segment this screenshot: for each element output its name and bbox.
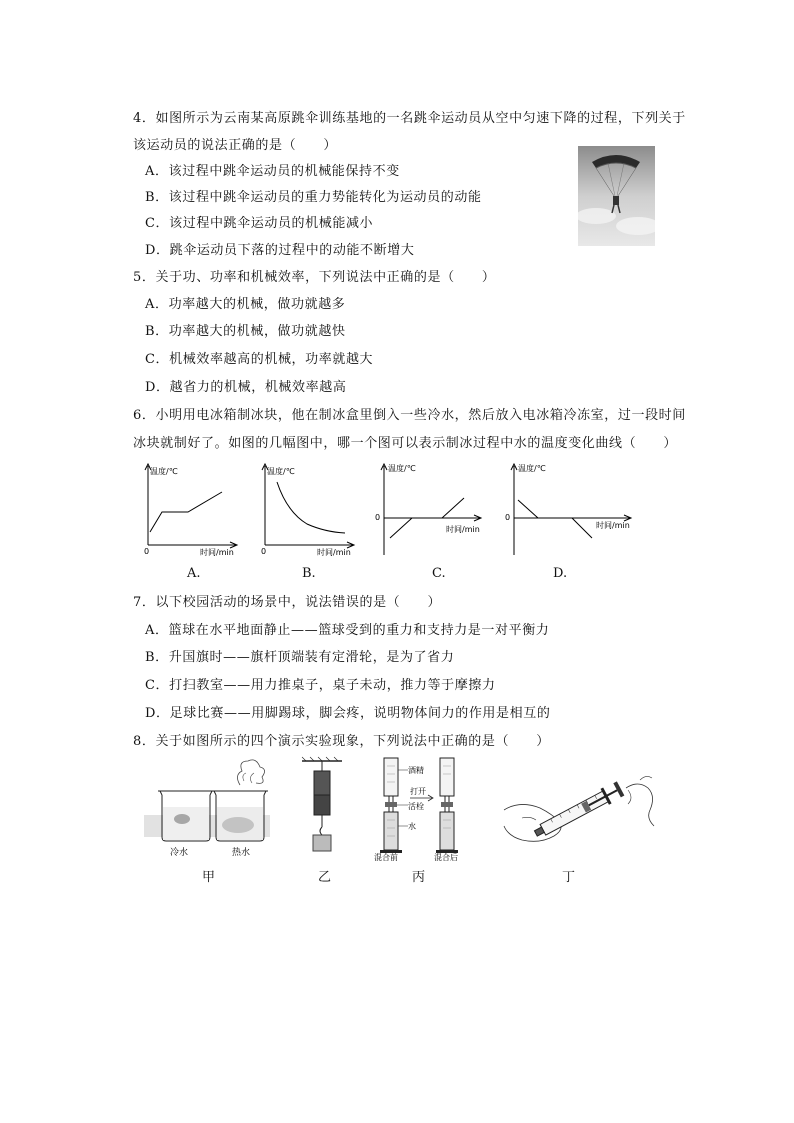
q4-stem-line2: 该运动员的说法正确的是（ ） [133, 138, 338, 153]
graph-a-label[interactable]: A. [187, 566, 201, 581]
q4-option-b[interactable]: B．该过程中跳伞运动员的重力势能转化为运动员的动能 [145, 190, 482, 205]
q7-option-a[interactable]: A．篮球在水平地面静止——篮球受到的重力和支持力是一对平衡力 [145, 623, 550, 638]
figure-ding-label[interactable]: 丁 [562, 870, 576, 885]
graph-d[interactable] [500, 460, 640, 558]
graph-b-label[interactable]: B. [302, 566, 316, 581]
graph-a-ylabel: 温度/℃ [150, 467, 178, 476]
q7-option-c[interactable]: C．打扫教室——用力推桌子，桌子未动，推力等于摩擦力 [145, 678, 496, 693]
q7-stem: 7．以下校园活动的场景中，说法错误的是（ ） [133, 595, 442, 610]
q8-stem: 8．关于如图所示的四个演示实验现象，下列说法中正确的是（ ） [133, 734, 550, 749]
figure-jia-label[interactable]: 甲 [202, 870, 216, 885]
q4-stem-line1: 4．如图所示为云南某高原跳伞训练基地的一名跳伞运动员从空中匀速下降的过程，下列关于 [133, 111, 686, 126]
graph-c-origin: 0 [375, 513, 381, 522]
open-label: 打开 [410, 787, 426, 796]
q5-option-c[interactable]: C．机械效率越高的机械，功率就越大 [145, 352, 374, 367]
graph-d-origin: 0 [505, 513, 511, 522]
graph-b-xlabel: 时间/min [317, 548, 351, 557]
parachutist-photo [578, 146, 655, 246]
graph-c-ylabel: 温度/℃ [388, 464, 416, 473]
q6-stem-line1: 6．小明用电冰箱制冰块，他在制冰盒里倒入一些冷水，然后放入电冰箱冷冻室，过一段时间 [133, 408, 686, 423]
q6-stem-line2: 冰块就制好了。如图的几幅图中，哪一个图可以表示制冰过程中水的温度变化曲线（ ） [133, 436, 678, 451]
graph-d-ylabel: 温度/℃ [518, 464, 546, 473]
graph-b-ylabel: 温度/℃ [267, 467, 295, 476]
figure-ding-syringe [500, 770, 660, 852]
q4-option-c[interactable]: C．该过程中跳伞运动员的机械能减小 [145, 216, 374, 231]
alcohol-label: 酒精 [408, 766, 424, 775]
q4-option-a[interactable]: A．该过程中跳伞运动员的机械能保持不变 [145, 164, 400, 179]
before-mixing-label: 混合前 [374, 853, 398, 862]
hot-water-label: 热水 [232, 848, 251, 858]
q5-option-b[interactable]: B．功率越大的机械，做功就越快 [145, 324, 346, 339]
q5-option-d[interactable]: D．越省力的机械，机械效率越高 [145, 380, 347, 395]
figure-bing-mixing-tubes [370, 752, 480, 862]
graph-b[interactable] [257, 460, 357, 558]
figure-yi-lead-blocks [298, 755, 346, 855]
q5-stem: 5．关于功、功率和机械效率，下列说法中正确的是（ ） [133, 270, 496, 285]
graph-c[interactable] [370, 460, 485, 558]
valve-label: 活栓 [408, 802, 424, 811]
figure-yi-label[interactable]: 乙 [318, 870, 332, 885]
graph-c-xlabel: 时间/min [446, 525, 480, 534]
figure-jia-beakers [144, 755, 270, 861]
graph-a-xlabel: 时间/min [200, 548, 234, 557]
cold-water-label: 冷水 [170, 848, 189, 858]
graph-d-xlabel: 时间/min [596, 521, 630, 530]
graph-b-origin: 0 [261, 547, 267, 556]
graph-c-label[interactable]: C. [432, 566, 446, 581]
q7-option-b[interactable]: B．升国旗时——旗杆顶端装有定滑轮，是为了省力 [145, 650, 455, 665]
q7-option-d[interactable]: D．足球比赛——用脚踢球，脚会疼，说明物体间力的作用是相互的 [145, 706, 551, 721]
q5-option-a[interactable]: A．功率越大的机械，做功就越多 [145, 297, 346, 312]
water-label: 水 [408, 822, 416, 831]
graph-a-origin: 0 [144, 547, 150, 556]
graph-a[interactable] [140, 460, 240, 558]
figure-bing-label[interactable]: 丙 [412, 870, 426, 885]
q4-option-d[interactable]: D．跳伞运动员下落的过程中的动能不断增大 [145, 243, 415, 258]
after-mixing-label: 混合后 [434, 853, 458, 862]
graph-d-label[interactable]: D. [553, 566, 568, 581]
